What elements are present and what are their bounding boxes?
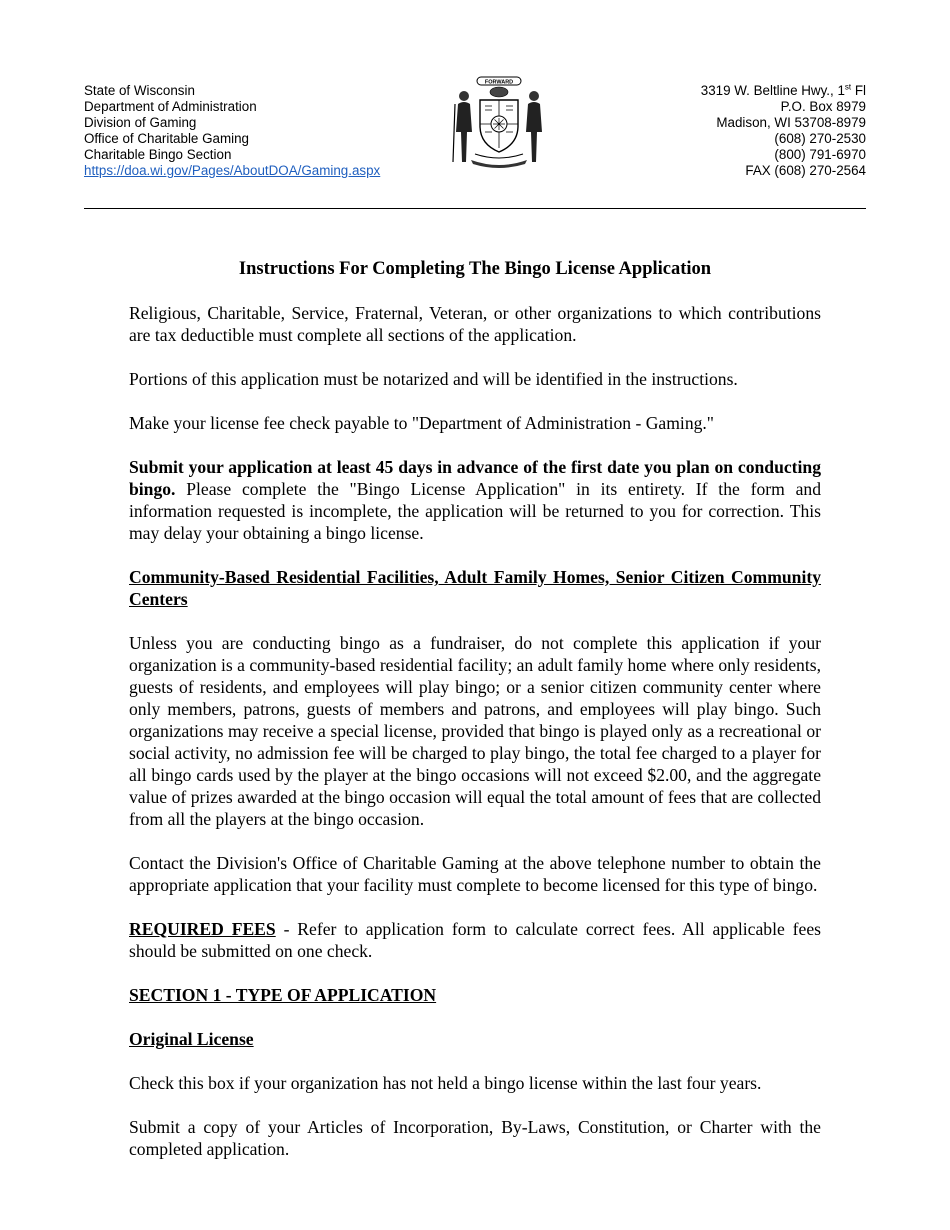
agency-block <box>84 83 380 179</box>
phone-local: (608) 270-2530 <box>774 131 866 146</box>
eligibility-paragraph: Religious, Charitable, Service, Fraternal, Veteran, or other organizations to which contributions are tax deductible must complete all sections of the application. <box>129 303 821 345</box>
contact-block <box>701 83 866 179</box>
required-fees-paragraph: REQUIRED FEES - Refer to application form to calculate correct fees. All applicable fees should be submitted on one check. <box>129 919 821 961</box>
agency-division: Division of Gaming <box>84 115 197 130</box>
payment-paragraph: Make your license fee check payable to "Department of Administration - Gaming." <box>129 413 714 433</box>
notary-paragraph: Portions of this application must be notarized and will be identified in the instructions. <box>129 369 738 389</box>
required-fees-label: REQUIRED FEES <box>129 919 276 939</box>
special-license-paragraph: Unless you are conducting bingo as a fundraiser, do not complete this application if your organization is a community-based residential facility; an adult family home where only residents, guests of residents, and employees will play bingo; or a senior citizen community center where only members, patrons, guests of members and patrons, and employees will play bingo. Such organizations may receive a special license, provided that bingo is played only as a recreational or social activity, no admission fee will be charged to play bingo, the total fee charged to a player for all bingo cards used by the player at the bingo occasions will not exceed $2.00, and the aggregate value of prizes awarded at the bingo occasion will equal the total amount of fees that are collected from all the players at the bingo occasion. <box>129 633 821 829</box>
po-box: P.O. Box 8979 <box>780 99 866 114</box>
agency-state: State of Wisconsin <box>84 83 195 98</box>
city-state-zip: Madison, WI 53708-8979 <box>716 115 866 130</box>
contact-division-paragraph: Contact the Division's Office of Charitable Gaming at the above telephone number to obtain the appropriate application that your facility must complete to become licensed for this type of bingo. <box>129 853 821 895</box>
phone-tollfree: (800) 791-6970 <box>774 147 866 162</box>
gaming-website-link[interactable]: https://doa.wi.gov/Pages/AboutDOA/Gaming.aspx <box>84 163 381 178</box>
articles-submission-paragraph: Submit a copy of your Articles of Incorporation, By-Laws, Constitution, or Charter with the completed application. <box>129 1117 821 1159</box>
submission-deadline: Submit your application at least 45 days in advance of the first date you plan on conducting bingo. <box>129 457 821 499</box>
agency-office: Office of Charitable Gaming <box>84 131 249 146</box>
submission-paragraph: Submit your application at least 45 days in advance of the first date you plan on conducting bingo. Please complete the "Bingo License Application" in its entirety. If the form and information requested is incomplete, the application will be returned to you for correction. This may delay your obtaining a bingo license. <box>129 457 821 543</box>
page-title: Instructions For Completing The Bingo License Application <box>238 259 712 279</box>
agency-section: Charitable Bingo Section <box>84 147 232 162</box>
wisconsin-seal-icon <box>447 74 551 170</box>
svg-text:FORWARD: FORWARD <box>484 79 514 86</box>
header-divider <box>84 208 866 209</box>
instructions-body <box>129 258 821 1182</box>
fax-number: FAX (608) 270-2564 <box>745 163 866 178</box>
section-1-heading: SECTION 1 - TYPE OF APPLICATION <box>129 985 437 1005</box>
original-license-heading: Original License <box>129 1029 254 1049</box>
original-license-checkbox-instruction: Check this box if your organization has not held a bingo license within the last four years. <box>129 1073 762 1093</box>
street-address: 3319 W. Beltline Hwy., 1st Fl <box>700 82 866 98</box>
community-facilities-heading: Community-Based Residential Facilities, Adult Family Homes, Senior Citizen Community Centers <box>129 567 821 609</box>
agency-department: Department of Administration <box>84 99 257 114</box>
